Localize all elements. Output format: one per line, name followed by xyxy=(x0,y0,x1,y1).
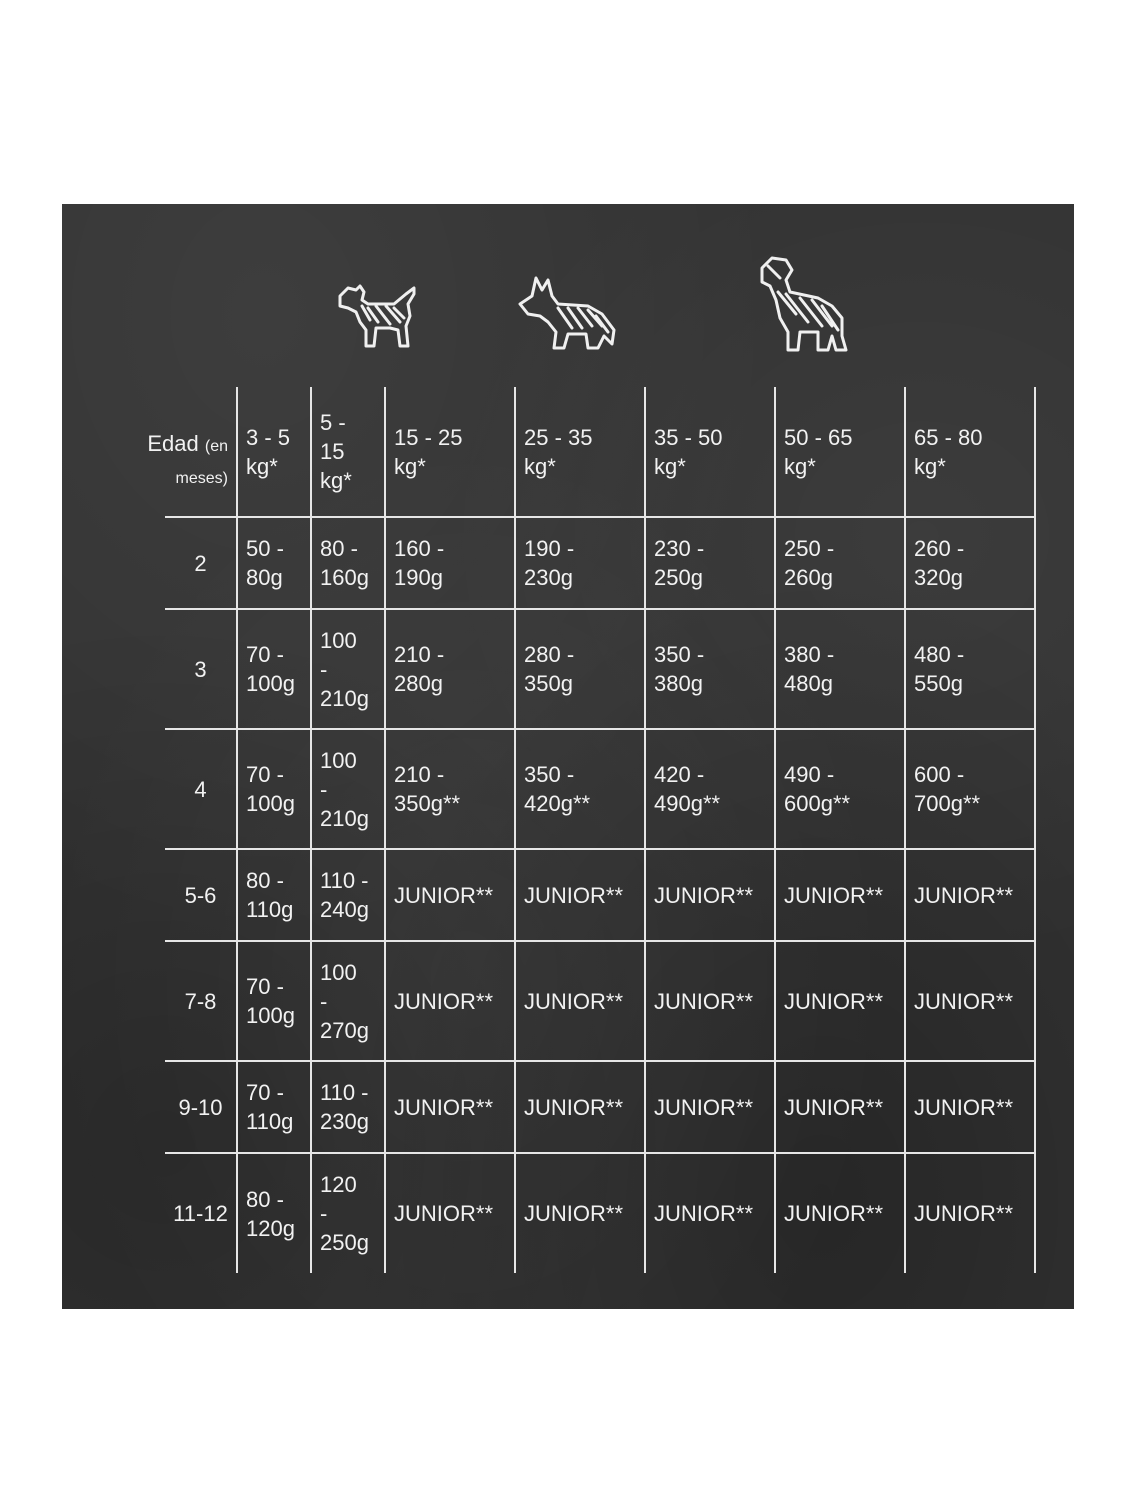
ration-cell: 110 - 230g xyxy=(311,1061,385,1153)
ration-cell: 100 - 210g xyxy=(311,729,385,849)
ration-cell: JUNIOR** xyxy=(905,1153,1035,1273)
ration-cell: 350 - 420g** xyxy=(515,729,645,849)
ration-cell: JUNIOR** xyxy=(645,1061,775,1153)
ration-cell: 100 - 210g xyxy=(311,609,385,729)
ration-cell: 160 - 190g xyxy=(385,517,515,609)
age-cell: 2 xyxy=(165,517,237,609)
table-row xyxy=(165,849,1035,941)
ration-cell: JUNIOR** xyxy=(645,849,775,941)
table-row xyxy=(165,609,1035,729)
ration-cell: 350 - 380g xyxy=(645,609,775,729)
feeding-table xyxy=(147,387,1036,1273)
table-row xyxy=(165,941,1035,1061)
header-row xyxy=(165,387,1035,517)
ration-cell: JUNIOR** xyxy=(515,1061,645,1153)
ration-cell: JUNIOR** xyxy=(515,849,645,941)
age-header-unit-close: meses) xyxy=(175,470,228,487)
ration-cell: 490 - 600g** xyxy=(775,729,905,849)
table-row xyxy=(165,1153,1035,1273)
ration-cell: 50 - 80g xyxy=(237,517,311,609)
ration-cell: JUNIOR** xyxy=(385,1153,515,1273)
ration-cell: 480 - 550g xyxy=(905,609,1035,729)
ration-cell: JUNIOR** xyxy=(515,1153,645,1273)
age-cell: 9-10 xyxy=(165,1061,237,1153)
weight-header: 3 - 5 kg* xyxy=(237,387,311,517)
ration-cell: 120 - 250g xyxy=(311,1153,385,1273)
ration-cell: 80 - 120g xyxy=(237,1153,311,1273)
age-header-label: Edad xyxy=(147,431,199,456)
table-row xyxy=(165,1061,1035,1153)
ration-cell: 70 - 100g xyxy=(237,609,311,729)
ration-cell: JUNIOR** xyxy=(385,941,515,1061)
large-dog-icon xyxy=(756,256,848,354)
ration-cell: 110 - 240g xyxy=(311,849,385,941)
ration-cell: JUNIOR** xyxy=(385,849,515,941)
age-cell: 7-8 xyxy=(165,941,237,1061)
ration-cell: JUNIOR** xyxy=(515,941,645,1061)
ration-cell: JUNIOR** xyxy=(775,1061,905,1153)
ration-cell: 380 - 480g xyxy=(775,609,905,729)
ration-cell: JUNIOR** xyxy=(905,1061,1035,1153)
ration-cell: 70 - 100g xyxy=(237,941,311,1061)
chalkboard xyxy=(62,204,1074,1309)
ration-cell: JUNIOR** xyxy=(905,941,1035,1061)
ration-cell: JUNIOR** xyxy=(775,941,905,1061)
age-header xyxy=(147,387,237,517)
ration-cell: 210 - 280g xyxy=(385,609,515,729)
ration-cell: 280 - 350g xyxy=(515,609,645,729)
ration-cell: 80 - 110g xyxy=(237,849,311,941)
ration-cell: JUNIOR** xyxy=(385,1061,515,1153)
ration-cell: 70 - 110g xyxy=(237,1061,311,1153)
age-cell: 5-6 xyxy=(165,849,237,941)
ration-cell: JUNIOR** xyxy=(645,1153,775,1273)
age-header-unit-open: (en xyxy=(204,438,228,455)
table-row xyxy=(165,729,1035,849)
ration-cell: JUNIOR** xyxy=(645,941,775,1061)
ration-cell: 190 - 230g xyxy=(515,517,645,609)
small-dog-icon xyxy=(334,282,420,352)
ration-cell: 230 - 250g xyxy=(645,517,775,609)
ration-cell: 260 - 320g xyxy=(905,517,1035,609)
ration-cell: JUNIOR** xyxy=(775,1153,905,1273)
table-row xyxy=(165,517,1035,609)
age-cell: 11-12 xyxy=(165,1153,237,1273)
age-cell: 4 xyxy=(165,729,237,849)
ration-cell: 210 - 350g** xyxy=(385,729,515,849)
weight-header: 15 - 25 kg* xyxy=(385,387,515,517)
weight-header: 35 - 50 kg* xyxy=(645,387,775,517)
medium-dog-icon xyxy=(518,274,618,352)
ration-cell: 100 - 270g xyxy=(311,941,385,1061)
ration-cell: 250 - 260g xyxy=(775,517,905,609)
weight-header: 65 - 80 kg* xyxy=(905,387,1035,517)
ration-cell: 80 - 160g xyxy=(311,517,385,609)
ration-cell: 70 - 100g xyxy=(237,729,311,849)
ration-cell: 420 - 490g** xyxy=(645,729,775,849)
weight-header: 25 - 35 kg* xyxy=(515,387,645,517)
ration-cell: JUNIOR** xyxy=(775,849,905,941)
weight-header: 50 - 65 kg* xyxy=(775,387,905,517)
ration-cell: JUNIOR** xyxy=(905,849,1035,941)
ration-cell: 600 - 700g** xyxy=(905,729,1035,849)
weight-header: 5 - 15 kg* xyxy=(311,387,385,517)
age-cell: 3 xyxy=(165,609,237,729)
